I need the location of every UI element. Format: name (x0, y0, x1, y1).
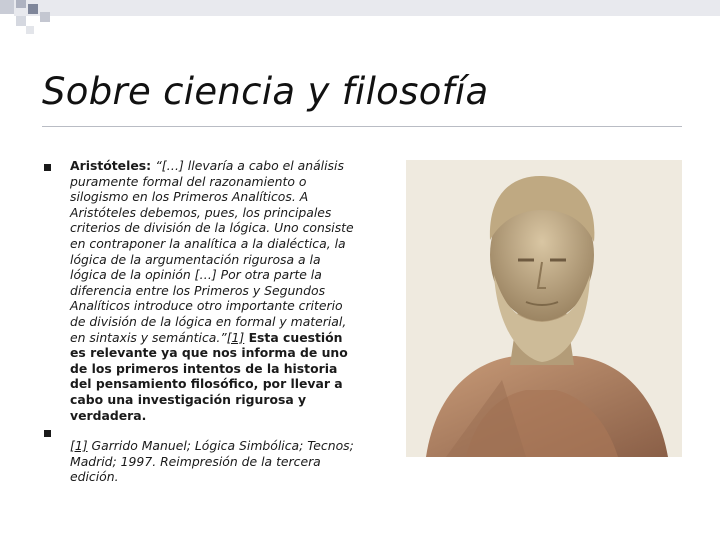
bullet-marker (44, 164, 51, 171)
footnote-anchor[interactable]: [1] (70, 438, 88, 453)
slide-title: Sobre ciencia y filosofía (42, 70, 489, 113)
footnote-citation: Garrido Manuel; Lógica Simbólica; Tecnos; Madrid; 1997. Reimpresión de la tercera edición. (70, 438, 354, 485)
title-divider (42, 126, 682, 127)
quote-commentary: Esta cuestión es relevante ya que nos informa de uno de los primeros intentos de la historia del pensamiento filosófico, por llevar a cabo una investigación rigurosa y verdadera. (70, 329, 348, 423)
bullet-marker (44, 430, 51, 437)
corner-decoration (0, 0, 720, 40)
aristotle-bust-image (406, 160, 682, 457)
footnote-text (70, 438, 355, 485)
quote-lead: Aristóteles: (70, 158, 156, 173)
bullet-text-aristoteles (70, 158, 355, 423)
footnote-link[interactable]: [1] (226, 329, 245, 345)
quote-text: “[…] llevaría a cabo el análisis puramente formal del razonamiento o silogismo en los Primeros Analíticos. A Aristóteles debemos, pues, los principales criterios de división de la lógica. Uno consiste en contraponer la analítica a la dialéctica, la lógica de la argumentación rigurosa a la lógica de la opinión […] Por otra parte la diferencia entre los Primeros y Segundos Analíticos introduce otro importante criterio de división de la lógica en formal y material, en sintaxis y semántica.” (70, 158, 354, 345)
